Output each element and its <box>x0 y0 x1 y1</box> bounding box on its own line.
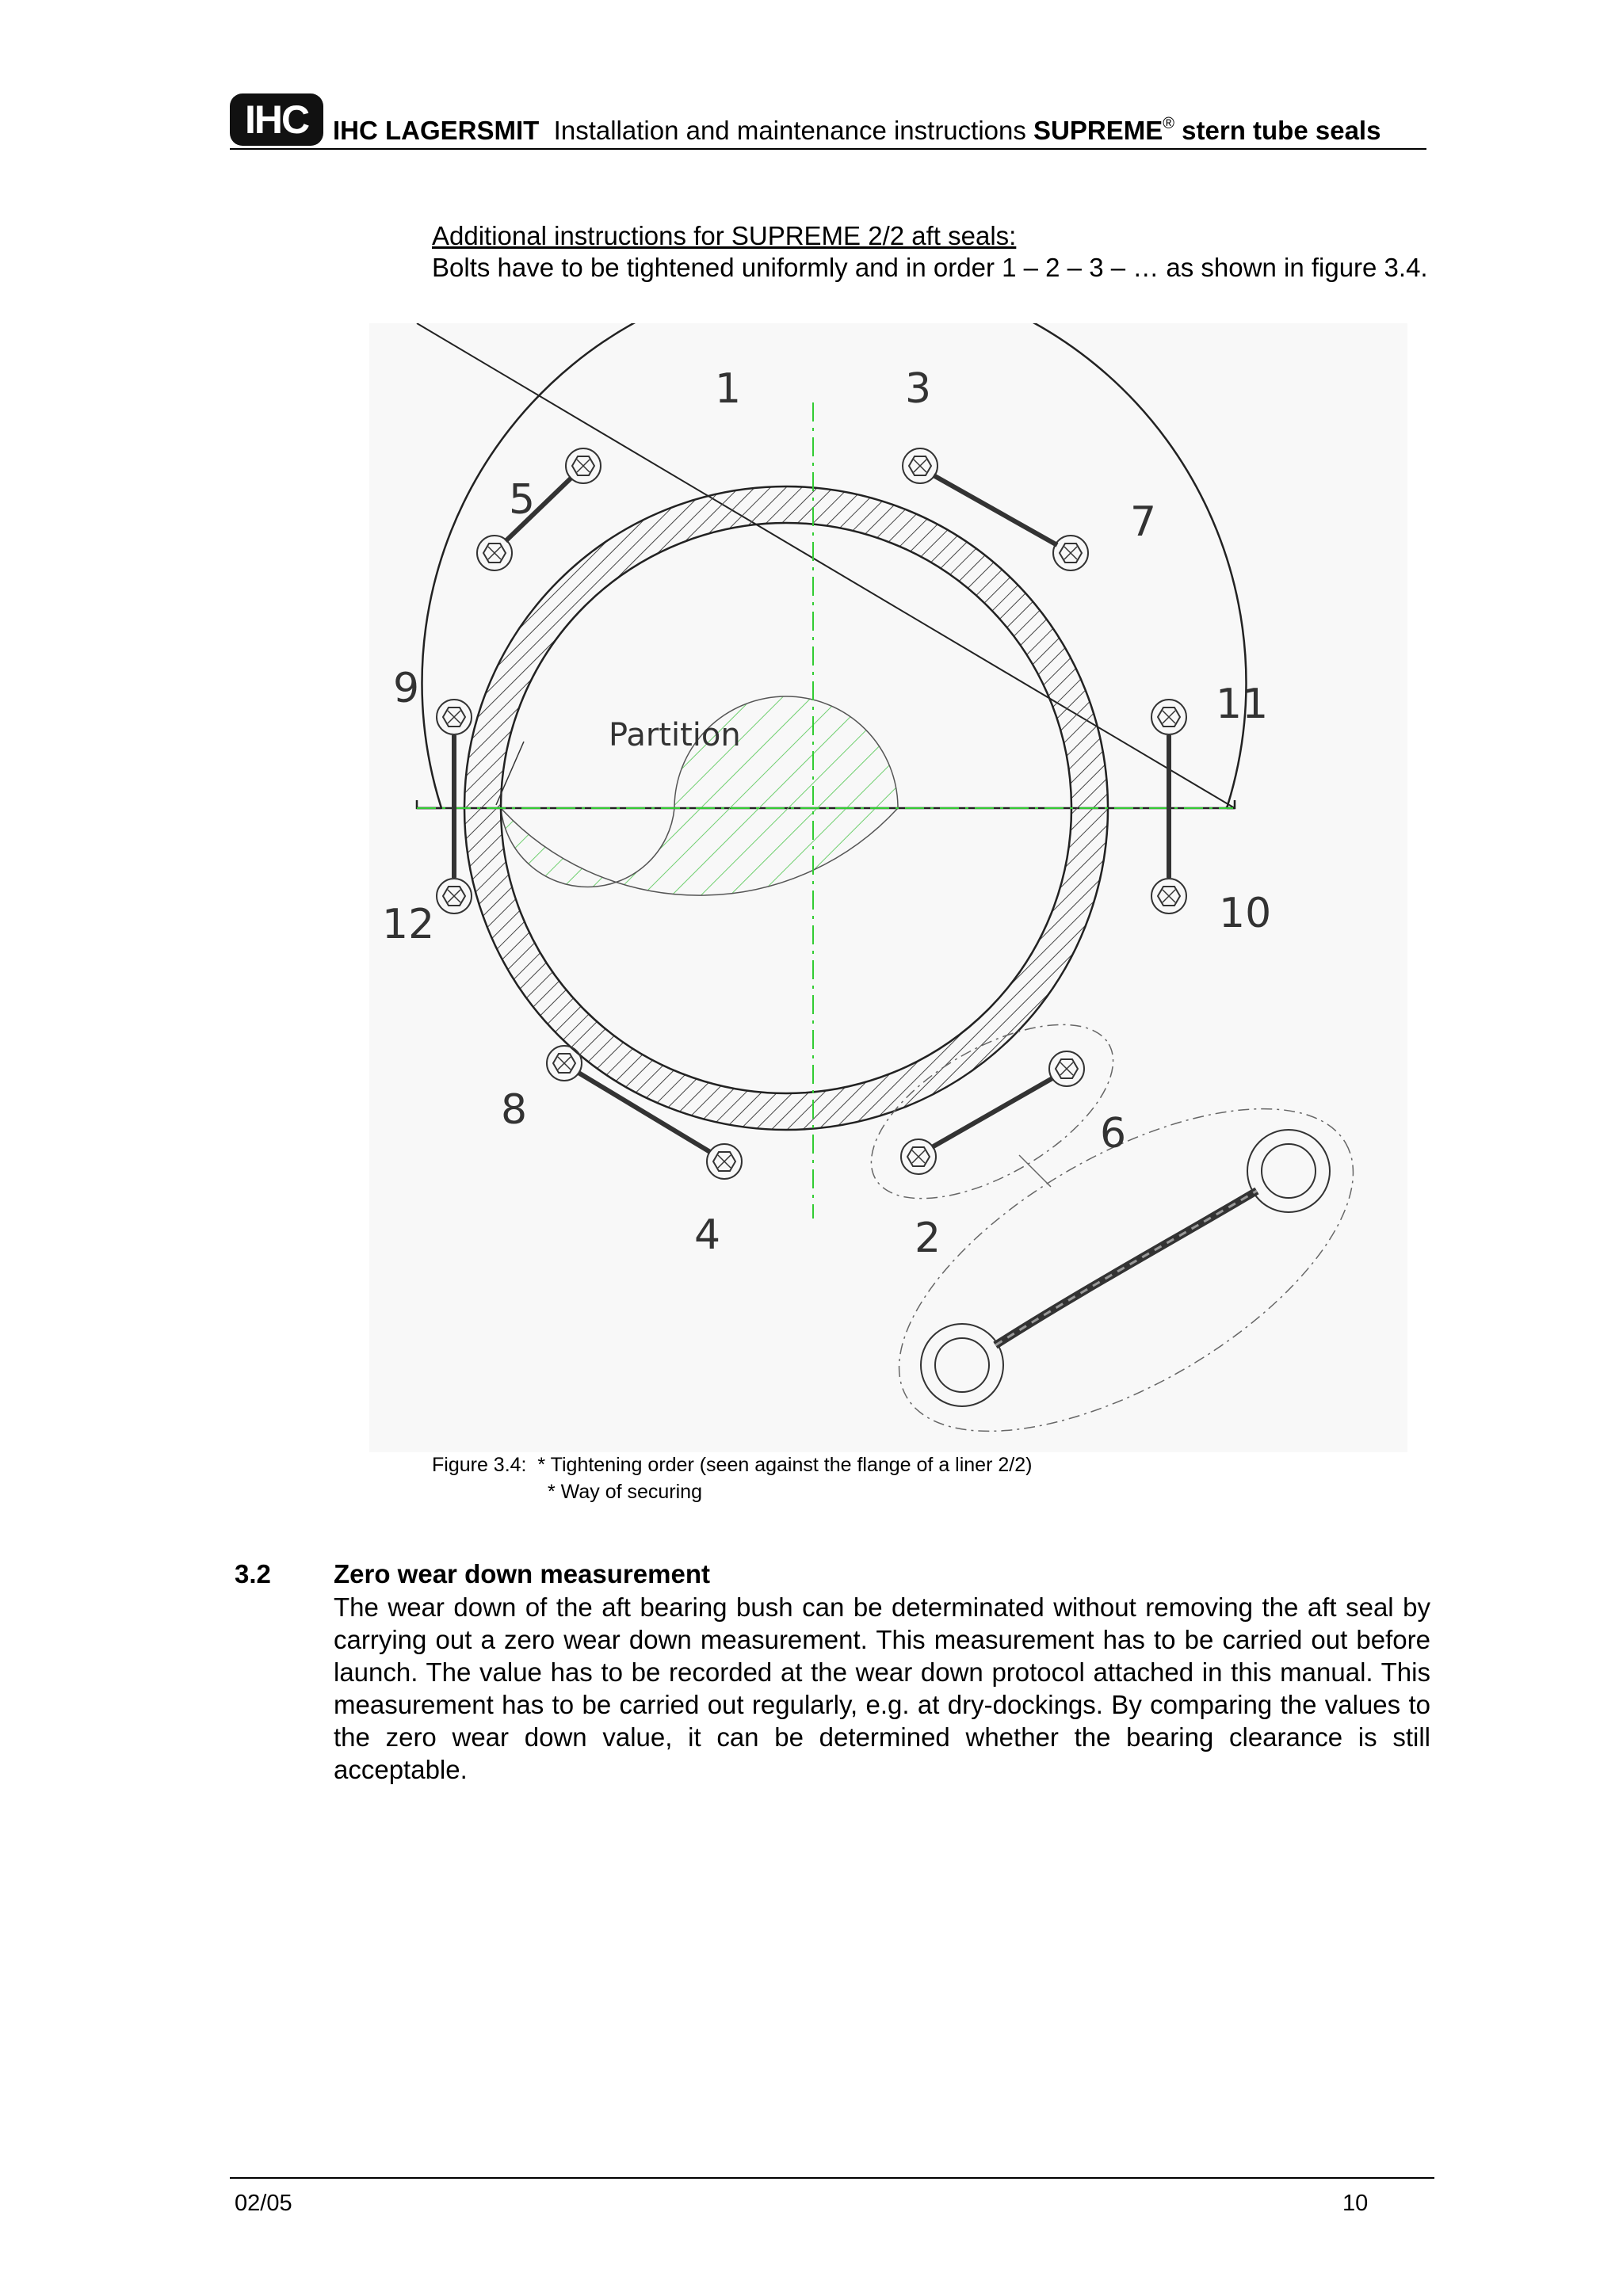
bolt-number-9: 9 <box>393 665 420 712</box>
flange-drawing <box>369 323 1407 1452</box>
detail-bolt-pair <box>921 1130 1330 1406</box>
bolt-number-12: 12 <box>382 901 435 948</box>
header-subtitle: Installation and maintenance instructions <box>553 116 1026 145</box>
bolt-number-8: 8 <box>501 1086 528 1134</box>
section-number: 3.2 <box>235 1559 271 1589</box>
intro-block <box>432 220 1430 284</box>
caption-line-2: * Way of securing <box>548 1481 702 1503</box>
footer-date: 02/05 <box>235 2191 292 2216</box>
bolt-number-2: 2 <box>915 1215 941 1262</box>
intro-text: Bolts have to be tightened uniformly and in order 1 – 2 – 3 – … as shown in figure 3.4. <box>432 253 1428 282</box>
ihc-logo: IHC <box>230 93 323 146</box>
section-title: Zero wear down measurement <box>334 1559 710 1589</box>
bolt-pair-right <box>1151 700 1186 913</box>
intro-heading: Additional instructions for SUPREME 2/2 aft seals: <box>432 221 1017 250</box>
bolt-number-5: 5 <box>509 476 536 524</box>
page-header <box>333 116 1381 146</box>
caption-line-1: * Tightening order (seen against the flange of a liner 2/2) <box>537 1454 1033 1476</box>
bolt-number-1: 1 <box>715 365 742 413</box>
figure-3-4 <box>369 323 1407 1452</box>
figure-caption <box>432 1451 1032 1505</box>
bolt-number-3: 3 <box>905 365 932 413</box>
bolt-pair-top-left <box>477 448 601 570</box>
bolt-number-11: 11 <box>1216 681 1269 728</box>
registered-mark: ® <box>1163 115 1174 132</box>
page-number: 10 <box>1342 2191 1369 2216</box>
partition-label: Partition <box>609 717 741 753</box>
caption-label: Figure 3.4: <box>432 1454 527 1476</box>
bolt-number-4: 4 <box>694 1211 721 1259</box>
product-suffix: stern tube seals <box>1182 116 1381 145</box>
company-name: IHC LAGERSMIT <box>333 116 540 145</box>
footer-rule <box>230 2177 1434 2179</box>
product-name: SUPREME <box>1033 116 1163 145</box>
section-body: The wear down of the aft bearing bush can be determinated without removing the aft seal by carrying out a zero wear down measurement. This measurement has to be carried out before launch. The value has to be recorded at the wear down protocol attached in this manual. This measurement has to be carried out regularly, e.g. at dry-dockings. By comparing the values to the zero wear down value, it can be determined whether the bearing clearance is still acceptable. <box>334 1592 1430 1784</box>
bolt-number-10: 10 <box>1219 890 1272 937</box>
bolt-number-7: 7 <box>1130 498 1157 546</box>
bolt-number-6: 6 <box>1100 1110 1127 1158</box>
header-rule <box>230 148 1426 150</box>
